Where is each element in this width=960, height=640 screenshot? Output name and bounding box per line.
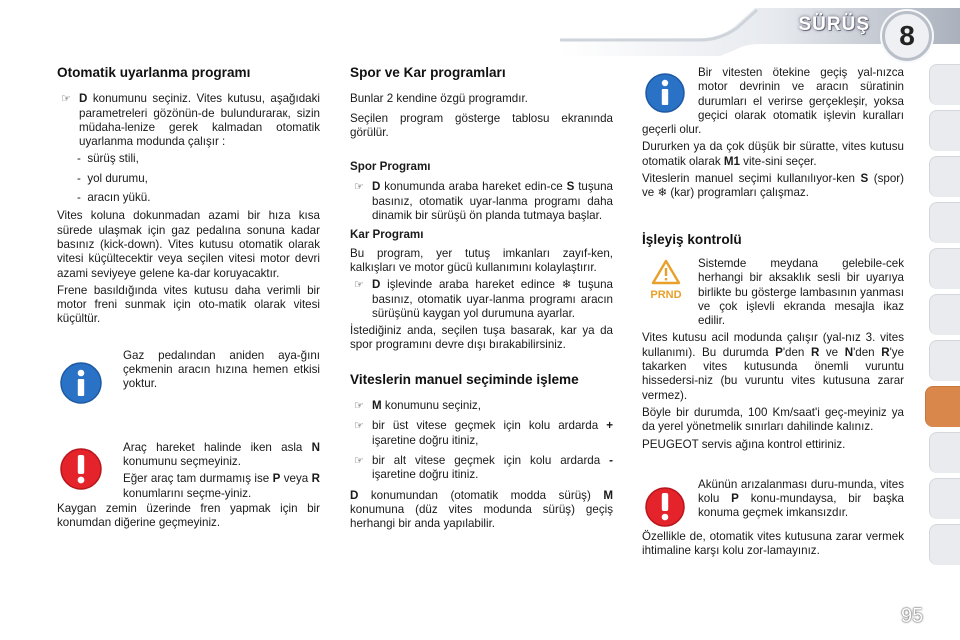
chapter-tab[interactable] [929, 340, 960, 381]
text: Vites kutusu acil modunda çalışır (yal-nız 3. vites kullanımı). Bu durumda [642, 331, 904, 359]
gear-key: D [372, 180, 381, 194]
gear-key: R [311, 472, 320, 486]
chapter-number-badge: 8 [882, 11, 932, 61]
gear-key: D [372, 278, 381, 292]
gear-key: M [372, 399, 382, 413]
text: veya [280, 472, 312, 486]
pointing-hand-icon: ☞ [354, 279, 364, 292]
text: işaretine doğru itiniz. [372, 468, 479, 482]
text: Dururken ya da çok düşük bir süratte, vites kutusu otomatik olarak [642, 140, 904, 168]
list-item [350, 399, 613, 413]
gear-key: M [603, 488, 613, 502]
dash-item: - sürüş stili, [77, 152, 139, 166]
dash-item-text: yol durumu, [87, 171, 148, 185]
section-heading-sport-snow: Spor ve Kar programları [350, 65, 506, 80]
prnd-indicator [642, 259, 690, 301]
note-text [123, 441, 320, 470]
section-heading-operation-check: İşleyiş kontrolü [642, 231, 742, 247]
text: 'den [853, 345, 882, 359]
subheading-sport: Spor Programı [350, 160, 431, 174]
pointing-hand-icon: ☞ [354, 420, 364, 433]
chapter-tab[interactable] [929, 432, 960, 473]
column-2 [350, 66, 613, 534]
text: konumunu seçmeyiniz. [123, 455, 241, 469]
sign-key: - [609, 453, 613, 467]
gear-key: M1 [723, 154, 740, 168]
dash-item-text: sürüş stili, [87, 152, 139, 166]
text: konumuna (düz vites modunda sürüş) geçiş herhangi bir anda yapılabilir. [350, 502, 613, 531]
column-3 [642, 66, 904, 561]
dash-list [57, 152, 320, 205]
text: konumunda araba hareket edin-ce [380, 180, 567, 194]
info-note [642, 66, 904, 137]
warning-note [57, 441, 320, 501]
gear-key: R [810, 345, 820, 359]
warning-triangle-icon [651, 259, 681, 285]
text: (kar) programları çalışmaz. [667, 186, 809, 200]
page-header [0, 0, 960, 58]
info-icon [644, 72, 686, 114]
prnd-note [642, 257, 904, 328]
page-number: 95 [901, 605, 924, 627]
note-text [123, 472, 320, 501]
text: konu-mundaysa, bir başka konuma geçmek imkansızdır. [698, 492, 904, 520]
text: konumunu seçiniz, [381, 399, 481, 413]
chapter-tab[interactable] [929, 478, 960, 519]
text: 'ye takarken vites kutusunda önemli vuruntu hissedersi-niz (bu vuruntu vites kutusuna zarar vermez). [642, 345, 905, 402]
note-text: Gaz pedalından aniden aya-ğını çekmenin aracın hızına hemen etkisi yoktur. [123, 348, 320, 391]
exclamation-icon [644, 486, 686, 528]
column-1 [57, 66, 320, 534]
text: Viteslerin manuel seçimi kullanılıyor-ken [642, 172, 861, 186]
dash-item-text: aracın yükü. [87, 191, 151, 205]
warning-note [642, 478, 904, 521]
snowflake-icon: ❄ [657, 186, 668, 200]
chapter-tab[interactable] [929, 110, 960, 151]
text: işaretine doğru itiniz, [372, 433, 479, 447]
paragraph [642, 172, 904, 201]
text: Araç hareket halinde iken asla [123, 440, 312, 454]
paragraph: Bu program, yer tutuş imkanları zayıf-ken, kalkışları ve motor gücü kullanımını kolaylaştırır. [350, 246, 613, 274]
bullet-text: konumunu seçiniz. Vites kutusu, aşağıdaki parametreleri gözönün-de bulunduraraк, sizin müdaha-lenize gerek kalmadan otomatik uyarlanma modunda çalışır : [79, 92, 320, 149]
chapter-tab-active[interactable] [925, 386, 960, 427]
gear-key: P [731, 492, 739, 506]
button-key: S [566, 180, 575, 194]
chapter-tab[interactable] [929, 524, 960, 565]
exclamation-icon [59, 447, 103, 491]
text: konumundan (otomatik modda sürüş) [358, 488, 604, 502]
paragraph [350, 489, 613, 532]
paragraph: Bunlar 2 kendine özgü programdır. [350, 92, 528, 106]
gear-key: P [272, 472, 281, 486]
text: bir üst vitese geçmek için kolu ardarda [372, 419, 607, 433]
paragraph [642, 331, 904, 402]
text: konumlarını seçme-yiniz. [123, 486, 252, 500]
text: Eğer araç tam durmamış ise [123, 472, 273, 486]
chapter-tabs [929, 64, 960, 584]
text: Akünün arızalanması duru-munda, vites kolu [698, 477, 904, 506]
paragraph: Seçilen program gösterge tablosu ekranında görülür. [350, 111, 613, 139]
text: (spor) ve [642, 172, 904, 200]
list-item [350, 278, 613, 321]
chapter-tab[interactable] [929, 248, 960, 289]
text: tuşuna basınız, otomatik uyar-lanma programı daha dinamik bir sürüşü ön planda tutmaya başlar. [372, 180, 614, 223]
pointing-hand-icon: ☞ [354, 400, 364, 413]
text: 'den [782, 345, 811, 359]
note-text [698, 478, 904, 521]
paragraph [642, 140, 904, 169]
pointing-hand-icon: ☞ [354, 454, 364, 467]
note-text: Sistemde meydana gelebile-cek herhangi bir aksaklık sesli bir uyarıya birlikte bu gösterge lambasının yanması ve çok işlevli ekranda mesajla ikaz edilir. [698, 256, 904, 328]
paragraph: Kaygan zemin üzerinde fren yapmak için bir konumdan diğerine geçmeyiniz. [57, 501, 320, 530]
button-key: S [860, 172, 869, 186]
info-note [57, 349, 320, 409]
chapter-tab[interactable] [929, 202, 960, 243]
sign-key: + [606, 419, 613, 433]
text: tuşuna basınız, otomatik uyar-lanma programı aracın sürüşünü kaygan yol durumuna ayarlar. [372, 278, 613, 320]
list-item [350, 419, 613, 448]
gear-key: P [775, 345, 783, 359]
list-item [57, 92, 320, 149]
pointing-hand-icon: ☞ [354, 181, 364, 194]
info-icon [59, 361, 103, 405]
chapter-tab[interactable] [929, 64, 960, 105]
text: bir alt vitese geçmek için kolu ardarda [372, 453, 610, 467]
paragraph: Frene basıldığında vites kutusu daha verimli bir motor freni sunmak için oto-matik olarak vitesi küçültür. [57, 283, 320, 326]
gear-key: D [350, 488, 359, 502]
paragraph: Özellikle de, otomatik vites kutusuna zarar vermek ihtimaline karşı kolu zor-lamayınız. [642, 529, 904, 558]
chapter-tab[interactable] [929, 156, 960, 197]
section-heading-manual: Viteslerin manuel seçiminde işleme [350, 371, 579, 387]
text: işlevinde araba hareket edince [380, 278, 562, 292]
snowflake-icon: ❄ [561, 278, 572, 292]
gear-key: D [79, 92, 88, 106]
section-heading-auto-adapt: Otomatik uyarlanma programı [57, 65, 251, 80]
subheading-snow: Kar Programı [350, 228, 424, 242]
paragraph: Böyle bir durumda, 100 Km/saat'i geç-meyiniz ya da yerel yönetmelik sınırları dahilinde kalınız. [642, 405, 904, 434]
chapter-title: SÜRÜŞ [798, 14, 870, 35]
dash-item: - aracın yükü. [77, 191, 151, 205]
prnd-label: PRND [650, 289, 682, 302]
text: ve [819, 345, 845, 359]
gear-key: R [881, 345, 890, 359]
gear-key: N [844, 345, 854, 359]
text: vite-sini seçer. [739, 154, 817, 168]
list-item [350, 454, 613, 483]
chapter-tab[interactable] [929, 294, 960, 335]
gear-key: N [311, 440, 320, 454]
note-text: Bir vitesten ötekine geçiş yal-nızca motor devrinin ve aracın süratinin durumları el verirse gerçekleşir, yoksa geçici olarak otomatik işlevin kuralları geçerli olur. [642, 66, 904, 137]
paragraph: İstediğiniz anda, seçilen tuşa basarak, kar ya da spor programını devre dışı bırakabilirsiniz. [350, 324, 613, 352]
paragraph: Vites koluna dokunmadan azami bir hıza kısa sürede ulaşmak için gaz pedalına sonuna kadar basınız (kick-down). Vites kutusu otomatik olarak vitesi küçültecektir veya seçilen vitesi motor devri azami seviyeye gelene ka-dar koruyacaktır. [57, 209, 320, 280]
dash-item: - yol durumu, [77, 171, 148, 185]
paragraph: PEUGEOT servis ağına kontrol ettiriniz. [642, 437, 846, 451]
list-item [350, 180, 613, 223]
pointing-hand-icon: ☞ [61, 93, 71, 106]
